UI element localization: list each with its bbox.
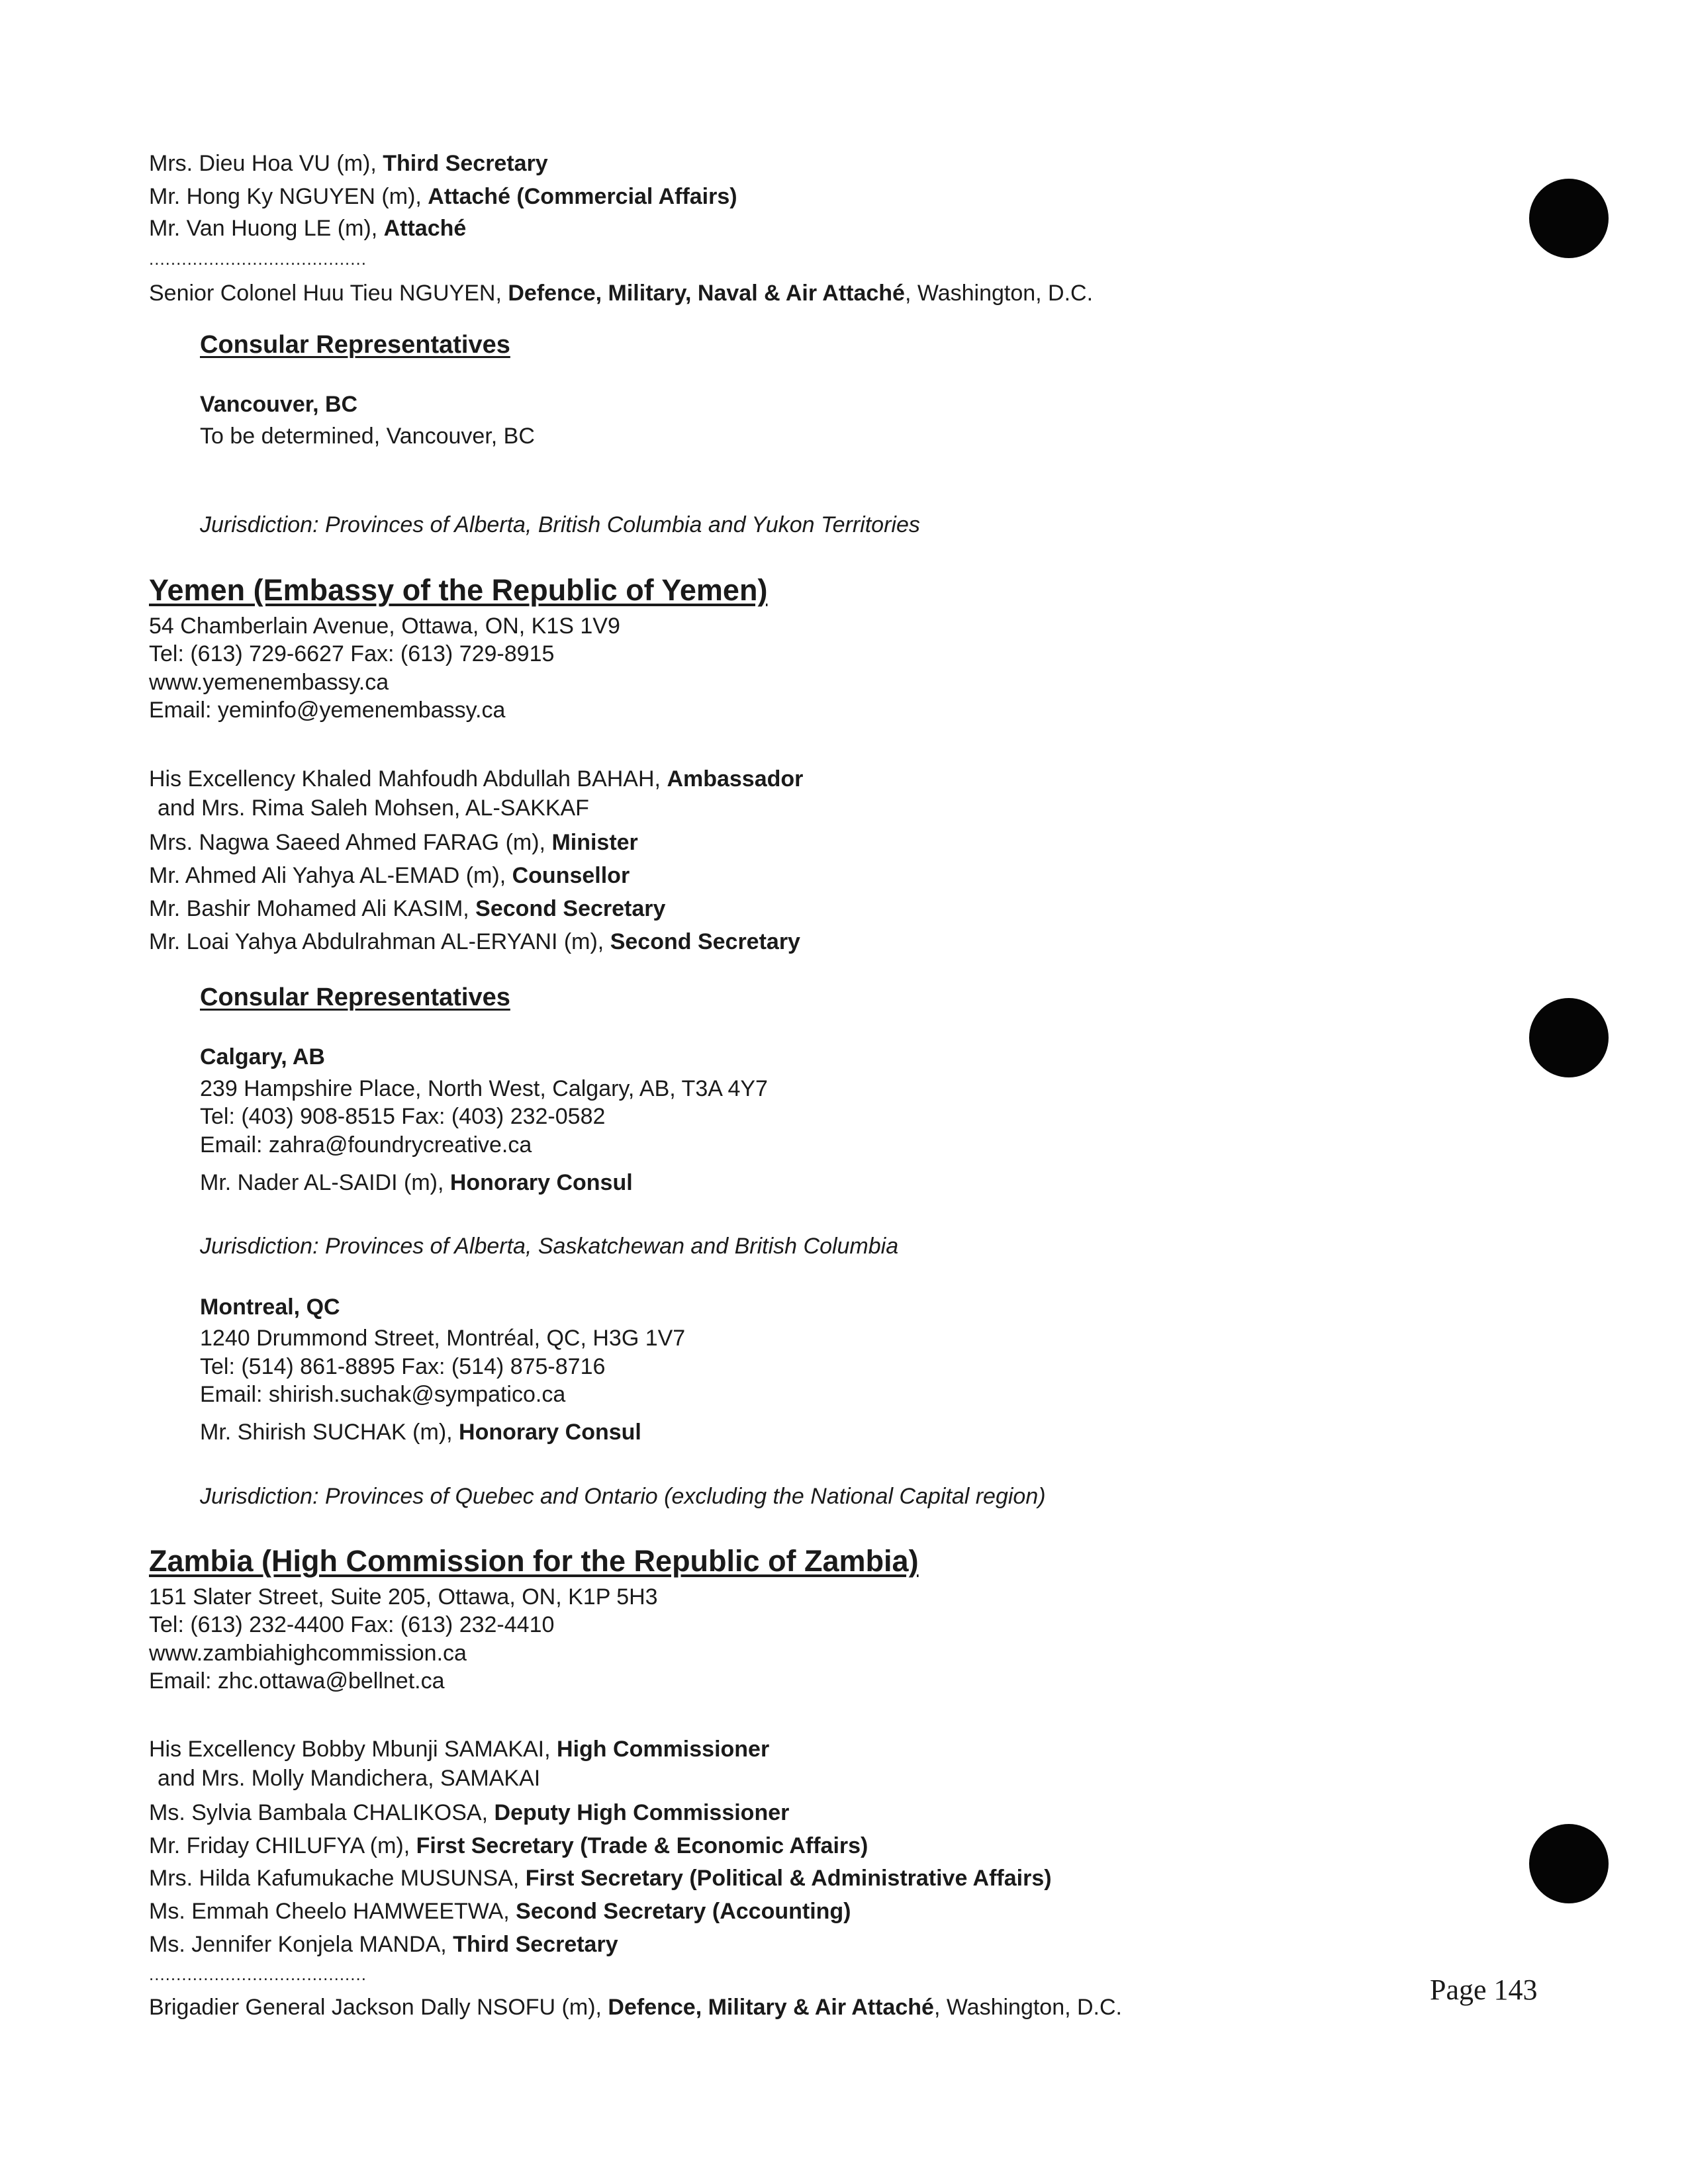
staff-line: Ms. Jennifer Konjela MANDA, Third Secretary: [149, 1932, 618, 1957]
consulate-email[interactable]: Email: zahra@foundrycreative.ca: [200, 1132, 532, 1158]
spouse-line: and Mrs. Rima Saleh Mohsen, AL-SAKKAF: [158, 796, 589, 821]
ambassador-line: His Excellency Khaled Mahfoudh Abdullah BAHAH, Ambassador: [149, 766, 804, 792]
punch-hole-top: [1529, 179, 1609, 258]
consular-heading: Consular Representatives: [200, 331, 510, 359]
email-link[interactable]: Email: zhc.ottawa@bellnet.ca: [149, 1668, 445, 1694]
page-number: Page 143: [1430, 1974, 1538, 2006]
phone-fax: Tel: (613) 232-4400 Fax: (613) 232-4410: [149, 1612, 555, 1637]
staff-line: Mrs. Dieu Hoa VU (m), Third Secretary: [149, 151, 548, 176]
country-heading-zambia: Zambia (High Commission for the Republic of Zambia): [149, 1544, 919, 1578]
consulate-city: Montreal, QC: [200, 1295, 340, 1320]
military-attache-line: Senior Colonel Huu Tieu NGUYEN, Defence, Military, Naval & Air Attaché, Washington, D.C.: [149, 281, 1094, 306]
punch-hole-middle: [1529, 998, 1609, 1077]
consulate-phone: Tel: (403) 908-8515 Fax: (403) 232-0582: [200, 1104, 606, 1129]
staff-line: Ms. Sylvia Bambala CHALIKOSA, Deputy High Commissioner: [149, 1800, 790, 1825]
country-heading-yemen: Yemen (Embassy of the Republic of Yemen): [149, 573, 768, 607]
website-link[interactable]: www.yemenembassy.ca: [149, 670, 389, 695]
email-link[interactable]: Email: yeminfo@yemenembassy.ca: [149, 698, 506, 723]
staff-line: Mr. Friday CHILUFYA (m), First Secretary (Trade & Economic Affairs): [149, 1833, 868, 1858]
staff-line: Mrs. Nagwa Saeed Ahmed FARAG (m), Minister: [149, 830, 638, 855]
jurisdiction: Jurisdiction: Provinces of Alberta, British Columbia and Yukon Territories: [200, 512, 920, 537]
staff-line: Mr. Bashir Mohamed Ali KASIM, Second Secretary: [149, 896, 666, 921]
consulate-city: Calgary, AB: [200, 1044, 325, 1069]
dotted-separator: ........................................: [149, 249, 367, 269]
punch-hole-bottom: [1529, 1824, 1609, 1903]
dotted-separator: ........................................: [149, 1964, 367, 1984]
staff-line: Mr. Van Huong LE (m), Attaché: [149, 216, 467, 241]
address: 54 Chamberlain Avenue, Ottawa, ON, K1S 1V9: [149, 614, 620, 639]
consular-heading: Consular Representatives: [200, 983, 510, 1011]
consulate-city: Vancouver, BC: [200, 392, 358, 417]
consulate-email[interactable]: Email: shirish.suchak@sympatico.ca: [200, 1382, 566, 1407]
consulate-line: To be determined, Vancouver, BC: [200, 424, 535, 449]
consulate-phone: Tel: (514) 861-8895 Fax: (514) 875-8716: [200, 1354, 606, 1379]
consul-line: Mr. Nader AL-SAIDI (m), Honorary Consul: [200, 1170, 633, 1195]
consul-line: Mr. Shirish SUCHAK (m), Honorary Consul: [200, 1420, 641, 1445]
staff-line: Mr. Hong Ky NGUYEN (m), Attaché (Commercial Affairs): [149, 184, 737, 209]
website-link[interactable]: www.zambiahighcommission.ca: [149, 1641, 467, 1666]
jurisdiction: Jurisdiction: Provinces of Quebec and Ontario (excluding the National Capital region): [200, 1484, 1046, 1509]
spouse-line: and Mrs. Molly Mandichera, SAMAKAI: [158, 1766, 541, 1791]
phone-fax: Tel: (613) 729-6627 Fax: (613) 729-8915: [149, 641, 555, 666]
consulate-address: 239 Hampshire Place, North West, Calgary, AB, T3A 4Y7: [200, 1076, 768, 1101]
consulate-address: 1240 Drummond Street, Montréal, QC, H3G 1V7: [200, 1326, 686, 1351]
address: 151 Slater Street, Suite 205, Ottawa, ON, K1P 5H3: [149, 1584, 658, 1610]
military-attache-line: Brigadier General Jackson Dally NSOFU (m), Defence, Military & Air Attaché, Washington, D.C.: [149, 1995, 1123, 2020]
jurisdiction: Jurisdiction: Provinces of Alberta, Saskatchewan and British Columbia: [200, 1234, 899, 1259]
staff-line: Mrs. Hilda Kafumukache MUSUNSA, First Secretary (Political & Administrative Affairs): [149, 1866, 1052, 1891]
staff-line: Ms. Emmah Cheelo HAMWEETWA, Second Secretary (Accounting): [149, 1899, 851, 1924]
high-commissioner-line: His Excellency Bobby Mbunji SAMAKAI, High Commissioner: [149, 1737, 770, 1762]
staff-line: Mr. Ahmed Ali Yahya AL-EMAD (m), Counsellor: [149, 863, 630, 888]
staff-line: Mr. Loai Yahya Abdulrahman AL-ERYANI (m), Second Secretary: [149, 929, 800, 954]
